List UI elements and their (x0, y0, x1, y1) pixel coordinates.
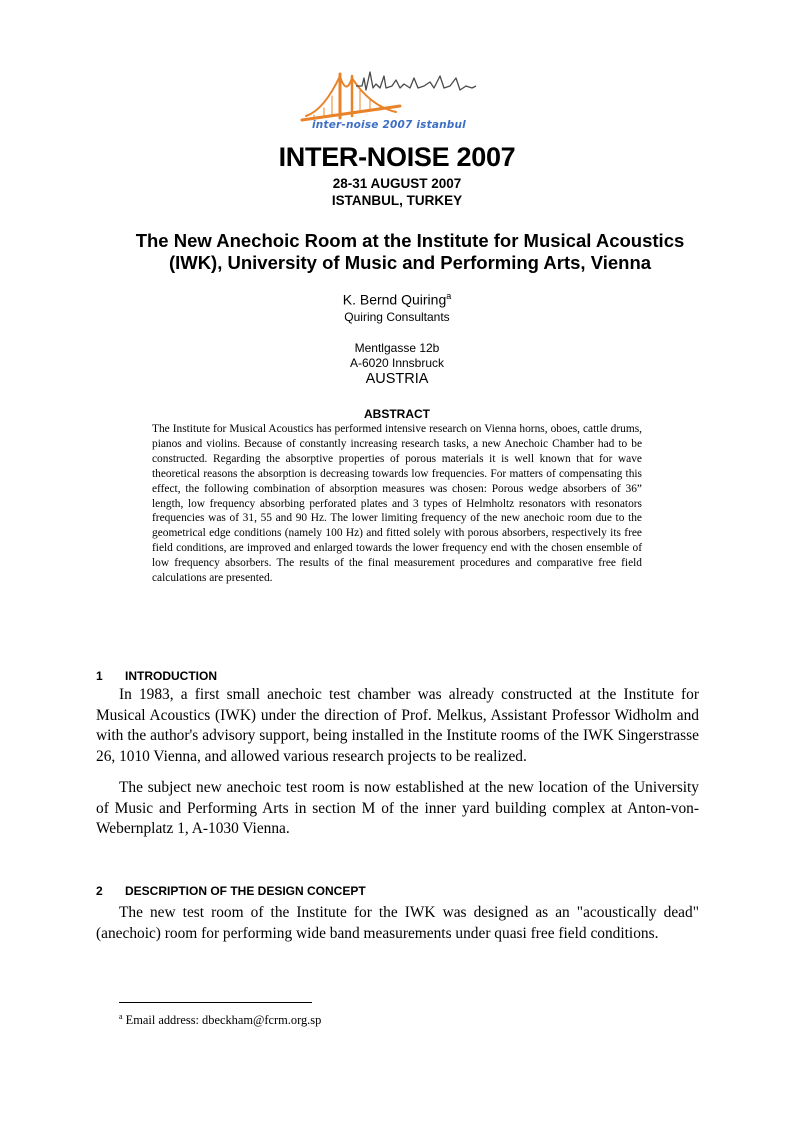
address-city: A-6020 Innsbruck (349, 356, 445, 370)
section-heading-introduction (96, 669, 217, 683)
address-street: Mentlgasse 12b (354, 341, 440, 355)
paper-title-line-1: The New Anechoic Room at the Institute for Musical Acoustics (135, 230, 685, 251)
intro-paragraph-1: In 1983, a first small anechoic test chamber was already constructed at the Institute for Musical Acoustics (IWK) under the direction of Prof. Melkus, Assistant Professor Widholm and with the author's advisory support, being installed in the Institute rooms of the IWK Singerstrasse 26, 1010 Vienna, and allowed various research projects to be realized. (96, 686, 699, 765)
logo-caption: inter-noise 2007 istanbul (312, 119, 466, 131)
section-number: 1 (96, 669, 103, 683)
sound-wave-icon (356, 72, 476, 90)
conference-title: INTER-NOISE 2007 (278, 142, 516, 172)
abstract-heading: ABSTRACT (364, 407, 430, 421)
paper-title-line-2: (IWK), University of Music and Performing Arts, Vienna (168, 252, 652, 273)
section-number: 2 (96, 884, 103, 898)
author-name (0, 291, 794, 308)
footnote-text: Email address: dbeckham@fcrm.org.sp (125, 1013, 322, 1028)
author-footnote-mark: a (446, 291, 452, 301)
intro-paragraph-2: The subject new anechoic test room is now established at the new location of the University of Music and Performing Arts in section M of the inner yard building complex at Anton-von-Webernplatz 1, A-1030 Vienna. (96, 779, 699, 837)
conference-dates: 28-31 AUGUST 2007 (332, 176, 462, 191)
paper-title (110, 230, 710, 274)
conference-location: ISTANBUL, TURKEY (331, 193, 463, 208)
footnote-rule (119, 1002, 312, 1003)
design-paragraph-1: The new test room of the Institute for the IWK was designed as an "acoustically dead" (anechoic) room for performing wide band measurements under quasi free field conditions. (96, 904, 699, 942)
footnote (119, 1012, 321, 1028)
author-affiliation: Quiring Consultants (344, 310, 450, 324)
section-heading-design-concept (96, 884, 366, 898)
section-title: INTRODUCTION (125, 669, 217, 683)
address-country: AUSTRIA (365, 371, 429, 387)
abstract-text: The Institute for Musical Acoustics has performed intensive research on Vienna horns, oboes, cattle drums, pianos and violins. Because of constantly increasing research tasks, a new Anechoic Chamber had to be constructed. Regarding the absorptive properties of porous materials it is well known that for wave theoretical reasons the absorption is decreasing towards low frequencies. For matters of compensating this effect, the following combination of absorption measures was chosen: Porous wedge absorbers of 36” length, low frequency absorbing perforated plates and 3 types of Helmholtz resonators with resonators frequencies was of 31, 55 and 90 Hz. The lower limiting frequency of the new anechoic room due to the geometrical edge conditions (namely 100 Hz) and fitted solely with porous absorbers, respectively its free field conditions, are improved and enlarged towards the lower frequency end with the chosen ensemble of low frequency absorbers. The results of the final measurement procedures and comparative free field calculations are presented. (152, 423, 642, 585)
author-name-text: K. Bernd Quiring (342, 291, 447, 308)
footnote-mark: a (119, 1012, 123, 1021)
section-title: DESCRIPTION OF THE DESIGN CONCEPT (125, 884, 366, 898)
